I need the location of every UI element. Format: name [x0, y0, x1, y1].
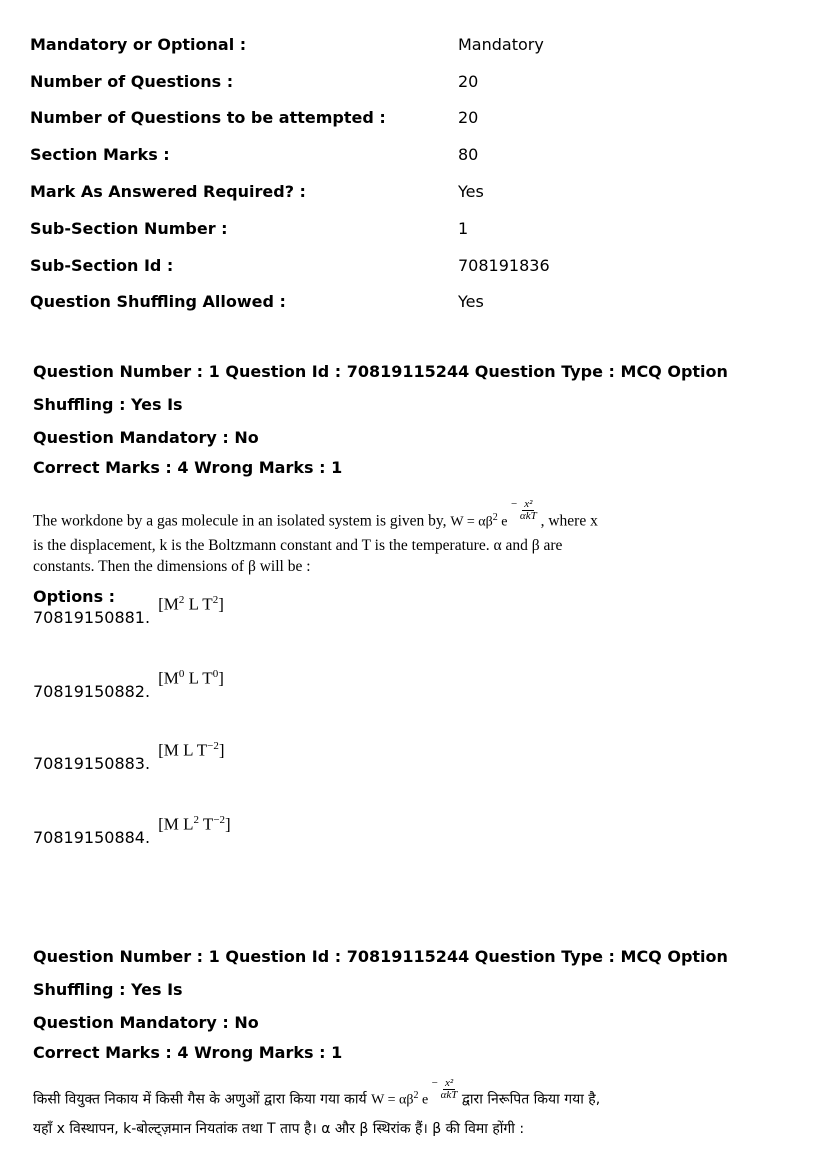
- option-value: [M $L^2$ $T^{-2}$]: [158, 814, 231, 834]
- option-value: [$M^2$ L $T^2$]: [158, 594, 224, 614]
- meta-value: 708191836: [458, 255, 550, 275]
- question-text-line: यहाँ x विस्थापन, k-बोल्ट्ज़मान नियतांक तथा T ताप है। α और β स्थिरांक हैं। β की विमा होंगी :: [33, 1120, 525, 1137]
- meta-row: [30, 63, 590, 100]
- question-mandatory: Question Mandatory : No: [33, 1013, 259, 1032]
- meta-row: [30, 26, 590, 63]
- question-text-part: , where x: [540, 512, 598, 530]
- meta-label: Number of Questions to be attempted :: [30, 108, 386, 128]
- formula-power: [511, 494, 537, 522]
- question-text-line: is the displacement, k is the Boltzmann constant and T is the temperature. α and β are: [33, 537, 563, 554]
- question-marks: Correct Marks : 4 Wrong Marks : 1: [33, 1043, 343, 1062]
- meta-label: Number of Questions :: [30, 71, 234, 91]
- meta-row: [30, 284, 590, 321]
- fraction-denominator: αkT: [440, 1089, 458, 1101]
- meta-value: Mandatory: [458, 34, 544, 54]
- meta-row: [30, 173, 590, 210]
- option-value: [$M^0$ L $T^0$]: [158, 668, 224, 688]
- formula-base: W = αβ: [371, 1092, 414, 1108]
- question-mandatory: Question Mandatory : No: [33, 428, 259, 447]
- question-marks: Correct Marks : 4 Wrong Marks : 1: [33, 458, 343, 477]
- options-label: Options :: [33, 587, 116, 606]
- question-text-line: [33, 498, 633, 535]
- meta-row: [30, 247, 590, 284]
- question-text-line: [33, 1077, 653, 1115]
- question-text-part: The workdone by a gas molecule in an isolated system is given by,: [33, 512, 447, 530]
- option-item[interactable]: [33, 740, 225, 773]
- option-id: 70819150882.: [33, 681, 151, 701]
- formula-minus: −: [431, 1077, 438, 1089]
- section-info-table: [30, 26, 590, 320]
- question-text-hindi: [33, 1077, 653, 1143]
- question-block-hindi: [33, 940, 813, 1143]
- meta-value: 1: [458, 218, 469, 238]
- meta-label: Sub-Section Id :: [30, 255, 174, 275]
- meta-label: Sub-Section Number :: [30, 218, 228, 238]
- meta-value: 80: [458, 145, 479, 165]
- meta-label: Section Marks :: [30, 145, 170, 165]
- formula-fraction: [441, 1078, 458, 1101]
- fraction-numerator: x²: [444, 1077, 454, 1089]
- meta-value: Yes: [458, 182, 484, 202]
- question-text-line: constants. Then the dimensions of β will be :: [33, 558, 311, 575]
- question-header: Question Number : 1 Question Id : 70819115244 Question Type : MCQ Option Shuffling : Yes Is: [33, 947, 728, 999]
- formula-minus: −: [510, 498, 518, 510]
- meta-value: Yes: [458, 292, 484, 312]
- question-block-english: [33, 355, 813, 606]
- option-value: [M L $T^{-2}$]: [158, 740, 225, 760]
- option-id: 70819150883.: [33, 753, 151, 773]
- formula: [371, 1077, 458, 1115]
- formula-exponent: 2: [413, 1090, 419, 1101]
- fraction-numerator: x²: [524, 498, 533, 510]
- meta-label: Mark As Answered Required? :: [30, 182, 306, 202]
- formula-e: e: [421, 1092, 429, 1108]
- question-header: Question Number : 1 Question Id : 70819115244 Question Type : MCQ Option Shuffling : Yes Is: [33, 362, 728, 414]
- question-text-part: किसी वियुक्त निकाय में किसी गैस के अणुओं द्वारा किया गया कार्य: [33, 1091, 367, 1108]
- meta-label: Mandatory or Optional :: [30, 34, 247, 54]
- meta-value: 20: [458, 71, 479, 91]
- question-text: [33, 498, 633, 577]
- formula-power: [432, 1069, 458, 1101]
- formula-base: W = αβ: [450, 514, 493, 530]
- meta-row: [30, 210, 590, 247]
- formula: [450, 498, 537, 535]
- option-id: 70819150884.: [33, 827, 151, 847]
- option-item[interactable]: [33, 668, 224, 701]
- option-item[interactable]: [33, 814, 231, 847]
- formula-e: e: [501, 514, 508, 530]
- meta-row: [30, 100, 590, 137]
- question-text-part: द्वारा निरूपित किया गया है,: [461, 1091, 601, 1108]
- fraction-denominator: αkT: [519, 510, 537, 522]
- meta-label: Question Shuffling Allowed :: [30, 292, 286, 312]
- formula-exponent: 2: [492, 512, 498, 523]
- meta-value: 20: [458, 108, 479, 128]
- meta-row: [30, 136, 590, 173]
- option-id: 70819150881.: [33, 607, 151, 627]
- formula-fraction: [520, 499, 537, 522]
